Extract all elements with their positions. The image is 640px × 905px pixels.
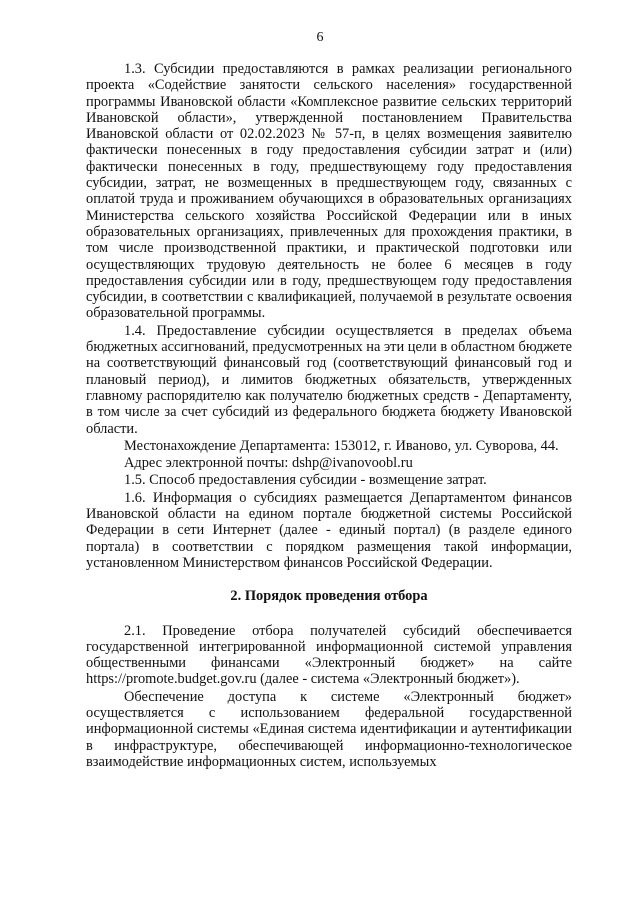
paragraph-2-1: 2.1. Проведение отбора получателей субсидий обеспечивается государственной интегрированной информационной системой управления общественными финансами «Электронный бюджет» на сайте https://promote.budget.gov.ru (далее - система «Электронный бюджет»). [86, 622, 572, 688]
section-heading: 2. Порядок проведения отбора [230, 588, 428, 605]
document-body [86, 61, 572, 771]
paragraph-1-6: 1.6. Информация о субсидиях размещается Департаментом финансов Ивановской области на едином портале бюджетной системы Российской Федерации в сети Интернет (далее - единый портал) (в разделе единого портала) в соответствии с порядком размещения такой информации, установленном Министерством финансов Российской Федерации. [86, 489, 572, 571]
paragraph-access: Обеспечение доступа к системе «Электронный бюджет» осуществляется с использованием федеральной государственной информационной системы «Единая система идентификации и аутентификации в инфраструктуре, обеспечивающей информационно-технологическое взаимодействие информационных систем, используемых [86, 688, 572, 770]
paragraph-1-4: 1.4. Предоставление субсидии осуществляется в пределах объема бюджетных ассигнований, предусмотренных на эти цели в областном бюджете на соответствующий финансовый год (соответствующий финансовый год и плановый период), и лимитов бюджетных обязательств, утвержденных главному распорядителю как получателю бюджетных средств - Департаменту, в том числе за счет субсидий из федерального бюджета бюджету Ивановской области. [86, 322, 572, 437]
paragraph-1-5: 1.5. Способ предоставления субсидии - возмещение затрат. [124, 472, 487, 489]
page-number: 6 [316, 30, 324, 45]
paragraph-location: Местонахождение Департамента: 153012, г. Иваново, ул. Суворова, 44. [124, 437, 559, 454]
paragraph-email: Адрес электронной почты: dshp@ivanovoobl.ru [124, 455, 413, 472]
paragraph-1-3: 1.3. Субсидии предоставляются в рамках реализации регионального проекта «Содействие занятости сельского населения» государственной программы Ивановской области «Комплексное развитие сельских территорий Ивановской области», утвержденной постановлением Правительства Ивановской области от 02.02.2023 № 57-п, в целях возмещения заявителю фактически понесенных в году предоставления субсидии затрат и (или) фактически понесенных в году, предшествующему году предоставления субсидии, затрат, не возмещенных в предшествующем году, связанных с оплатой труда и проживанием обучающихся в образовательных организациях Министерства сельского хозяйства Российской Федерации или в иных образовательных организациях, привлеченных для прохождения практики, в том числе производственной практики, и практической подготовки или осуществляющих трудовую деятельность не более 6 месяцев в году предоставления субсидии или в году, предшествующем году предоставления субсидии, в соответствии с квалификацией, получаемой в результате освоения образовательной программы. [86, 61, 572, 322]
